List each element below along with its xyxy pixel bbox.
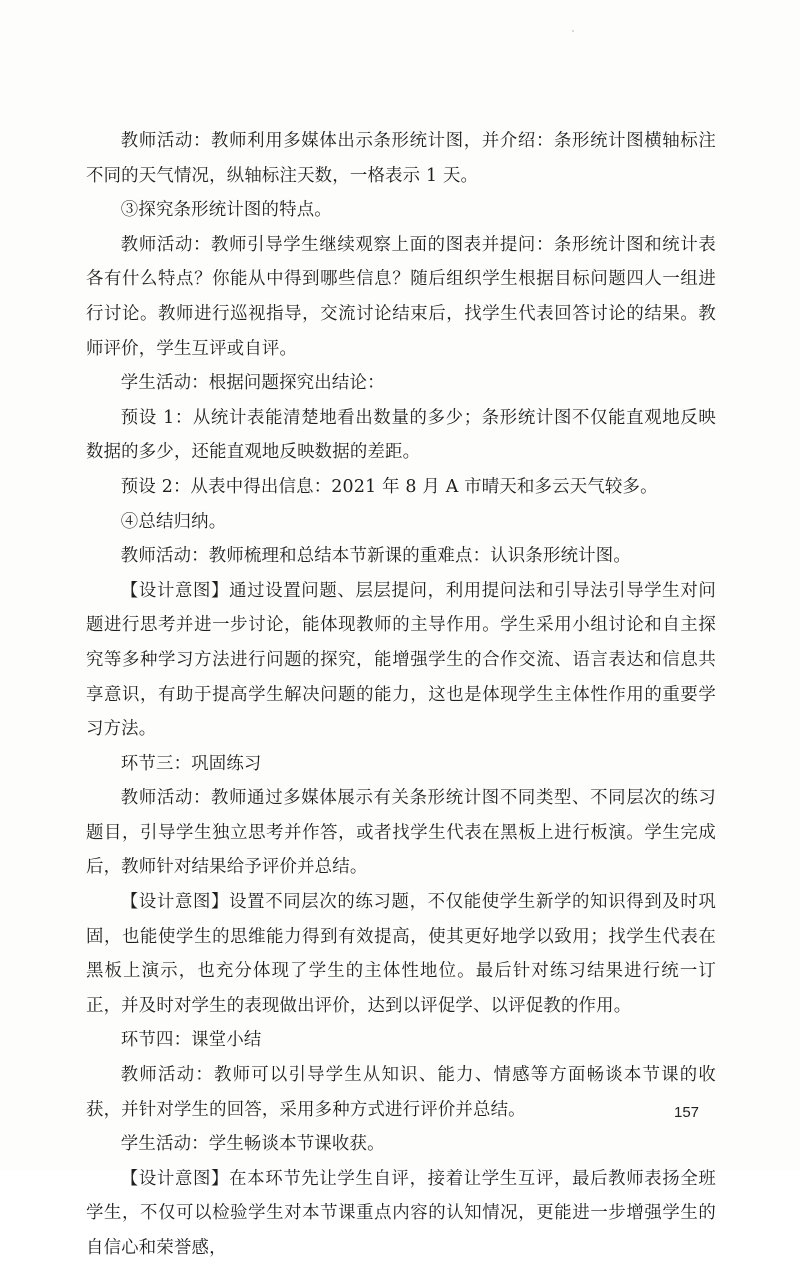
paragraph-student-activity-reflection: 学生活动：学生畅谈本节课收获。	[120, 1134, 385, 1155]
paragraph-teacher-activity-practice: 教师活动：教师通过多媒体展示有关条形统计图不同类型、不同层次的练习题目，引导学生独立思考并作答，或者找学生代表在黑板上进行板演。学生完成后，教师针对结果给予评价并总结。	[86, 788, 716, 878]
paragraph-design-intent-1: 【设计意图】通过设置问题、层层提问，利用提问法和引导法引导学生对问题进行思考并进一步讨论，能体现教师的主导作用。学生采用小组讨论和自主探究等多种学习方法进行问题的探究，能增强学生的合作交流、语言表达和信息共享意识，有助于提高学生解决问题的能力，这也是体现学生主体性作用的重要学习方法。	[86, 580, 716, 740]
paragraph-section-3-heading: 环节三：巩固练习	[120, 753, 262, 774]
paragraph-preset-2: 预设 2：从表中得出信息：2021 年 8 月 A 市晴天和多云天气较多。	[120, 476, 658, 497]
paragraph-teacher-summary: 教师活动：教师梳理和总结本节新课的重难点：认识条形统计图。	[120, 546, 631, 567]
paragraph-step-4-heading: ④总结归纳。	[120, 511, 227, 532]
scan-speck	[572, 30, 574, 32]
body-text	[86, 124, 716, 1266]
paragraph-design-intent-3: 【设计意图】在本环节先让学生自评，接着让学生互评，最后教师表扬全班学生，不仅可以检验学生对本节课重点内容的认知情况，更能进一步增强学生的自信心和荣誉感，	[86, 1168, 716, 1258]
paragraph-preset-1: 预设 1：从统计表能清楚地看出数量的多少；条形统计图不仅能直观地反映数据的多少，还能直观地反映数据的差距。	[86, 407, 716, 463]
page-number: 157	[674, 1104, 700, 1121]
paragraph-teacher-activity-bar-chart: 教师活动：教师利用多媒体出示条形统计图，并介绍：条形统计图横轴标注不同的天气情况，纵轴标注天数，一格表示 1 天。	[86, 131, 716, 186]
paragraph-teacher-activity-summary: 教师活动：教师可以引导学生从知识、能力、情感等方面畅谈本节课的收获，并针对学生的回答，采用多种方式进行评价并总结。	[86, 1065, 716, 1120]
paragraph-teacher-activity-questions: 教师活动：教师引导学生继续观察上面的图表并提问：条形统计图和统计表各有什么特点？你能从中得到哪些信息？随后组织学生根据目标问题四人一组进行讨论。教师进行巡视指导，交流讨论结束后，找学生代表回答讨论的结果。教师评价，学生互评或自评。	[86, 234, 716, 359]
paragraph-step-3-heading: ③探究条形统计图的特点。	[120, 200, 332, 221]
paragraph-design-intent-2: 【设计意图】设置不同层次的练习题，不仅能使学生新学的知识得到及时巩固，也能使学生的思维能力得到有效提高，使其更好地学以致用；找学生代表在黑板上演示，也充分体现了学生的主体性地位。最后针对练习结果进行统一订正，并及时对学生的表现做出评价，达到以评促学、以评促教的作用。	[86, 892, 716, 1016]
paragraph-student-activity: 学生活动：根据问题探究出结论：	[120, 373, 385, 394]
paragraph-section-4-heading: 环节四：课堂小结	[120, 1030, 262, 1051]
